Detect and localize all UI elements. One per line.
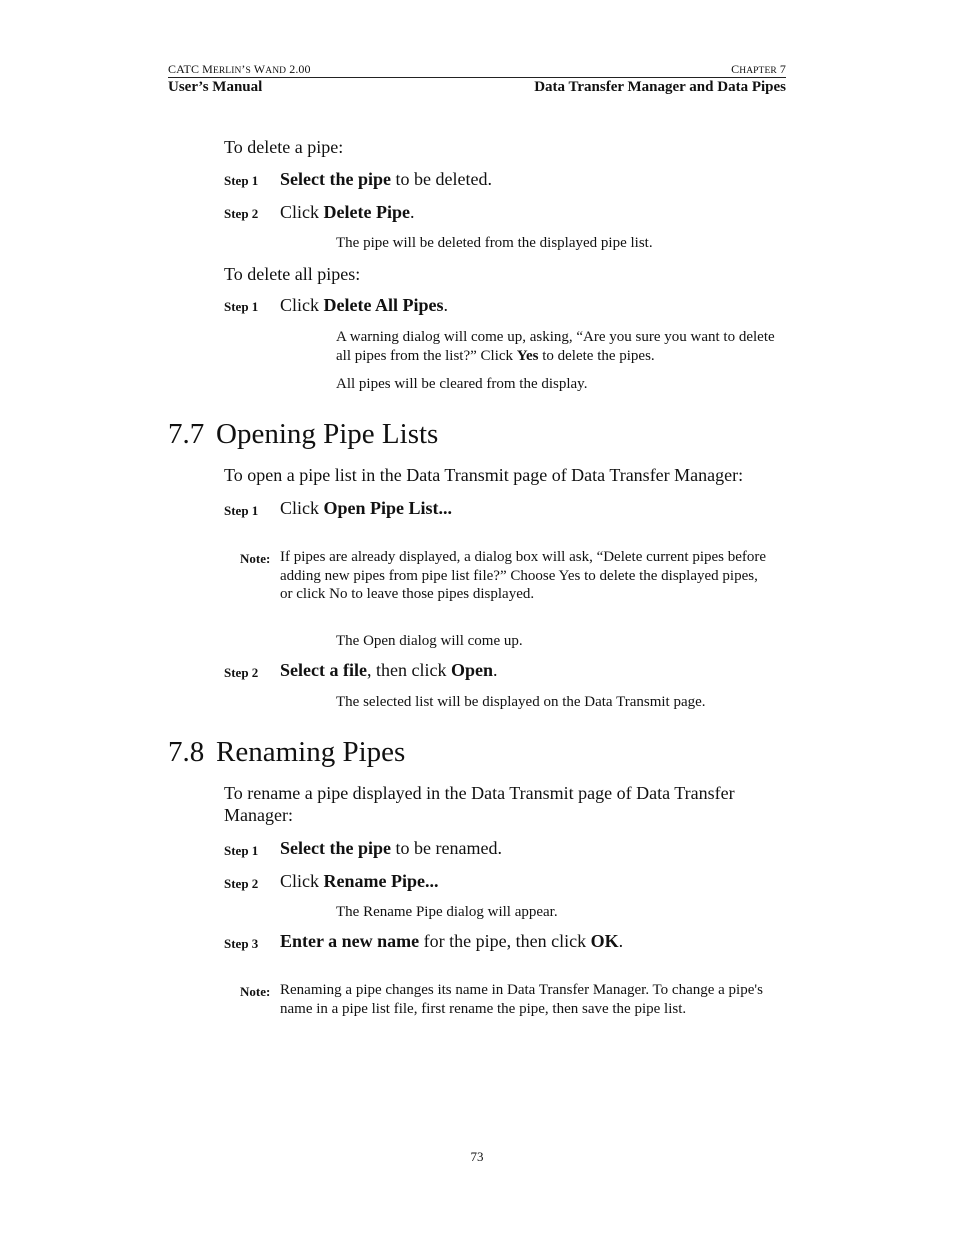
delete-pipe-intro: To delete a pipe: <box>224 137 344 157</box>
step-label: Step 2 <box>224 876 259 891</box>
step-label: Step 2 <box>224 206 259 221</box>
step-result: The pipe will be deleted from the displayed pipe list. <box>336 235 653 251</box>
header-rule <box>168 77 786 78</box>
header-text-segment: W <box>250 62 266 76</box>
step-text: Enter a new name for the pipe, then click OK. <box>280 931 624 951</box>
step-label: Step 1 <box>224 299 259 314</box>
header-text-segment: AND <box>265 66 287 76</box>
step-text: Select the pipe to be renamed. <box>280 838 502 858</box>
header-text-segment: 2.00 <box>286 62 311 76</box>
header-text-segment: HAPTER <box>739 66 777 76</box>
step-result: The Rename Pipe dialog will appear. <box>336 904 558 920</box>
step-label: Step 3 <box>224 936 259 951</box>
running-header-right <box>731 62 786 77</box>
note-text: If pipes are already displayed, a dialog box will ask, “Delete current pipes before adding new pipes from pipe list file?” Choose Yes to delete the displayed pipes, or click No to leave those pipes displayed. <box>280 549 767 602</box>
step-text: Select a file, then click Open. <box>280 660 498 680</box>
page-number: 73 <box>470 1149 484 1164</box>
note-text: Renaming a pipe changes its name in Data Transfer Manager. To change a pipe's name in a pipe list file, first rename the pipe, then save the pipe list. <box>280 982 763 1017</box>
step-result: The selected list will be displayed on the Data Transmit page. <box>336 694 706 710</box>
delete-all-intro: To delete all pipes: <box>224 264 361 284</box>
step-text: Select the pipe to be deleted. <box>280 169 492 189</box>
step-result: A warning dialog will come up, asking, “Are you sure you want to delete all pipes from the list?” Click Yes to delete the pipes. <box>336 329 775 364</box>
header-text-segment: CATC M <box>168 62 213 76</box>
note-label: Note: <box>240 984 271 999</box>
chapter-title: Data Transfer Manager and Data Pipes <box>534 79 786 95</box>
header-text-segment: S <box>245 66 251 76</box>
header-text-segment: ’ <box>241 62 246 76</box>
header-text-segment: C <box>731 62 740 76</box>
running-header-left <box>168 62 311 77</box>
step-text: Click Delete All Pipes. <box>280 295 448 315</box>
step-text: Click Delete Pipe. <box>280 202 415 222</box>
step-label: Step 2 <box>224 665 259 680</box>
note-label: Note: <box>240 551 271 566</box>
step-label: Step 1 <box>224 173 259 188</box>
step-result: The Open dialog will come up. <box>336 633 523 649</box>
section-intro: To open a pipe list in the Data Transmit page of Data Transfer Manager: <box>224 465 744 485</box>
header-text-segment: ERLIN <box>212 66 242 76</box>
step-text: Click Rename Pipe... <box>280 871 439 891</box>
manual-title: User’s Manual <box>168 79 263 95</box>
step-text: Click Open Pipe List... <box>280 498 453 518</box>
step-result: All pipes will be cleared from the display. <box>336 376 588 392</box>
section-heading: 7.8 Renaming Pipes <box>168 736 406 768</box>
section-intro: To rename a pipe displayed in the Data Transmit page of Data Transfer Manager: <box>224 783 735 825</box>
header-text-segment: 7 <box>776 62 786 76</box>
section-heading: 7.7 Opening Pipe Lists <box>168 418 439 450</box>
step-label: Step 1 <box>224 843 259 858</box>
step-label: Step 1 <box>224 503 259 518</box>
